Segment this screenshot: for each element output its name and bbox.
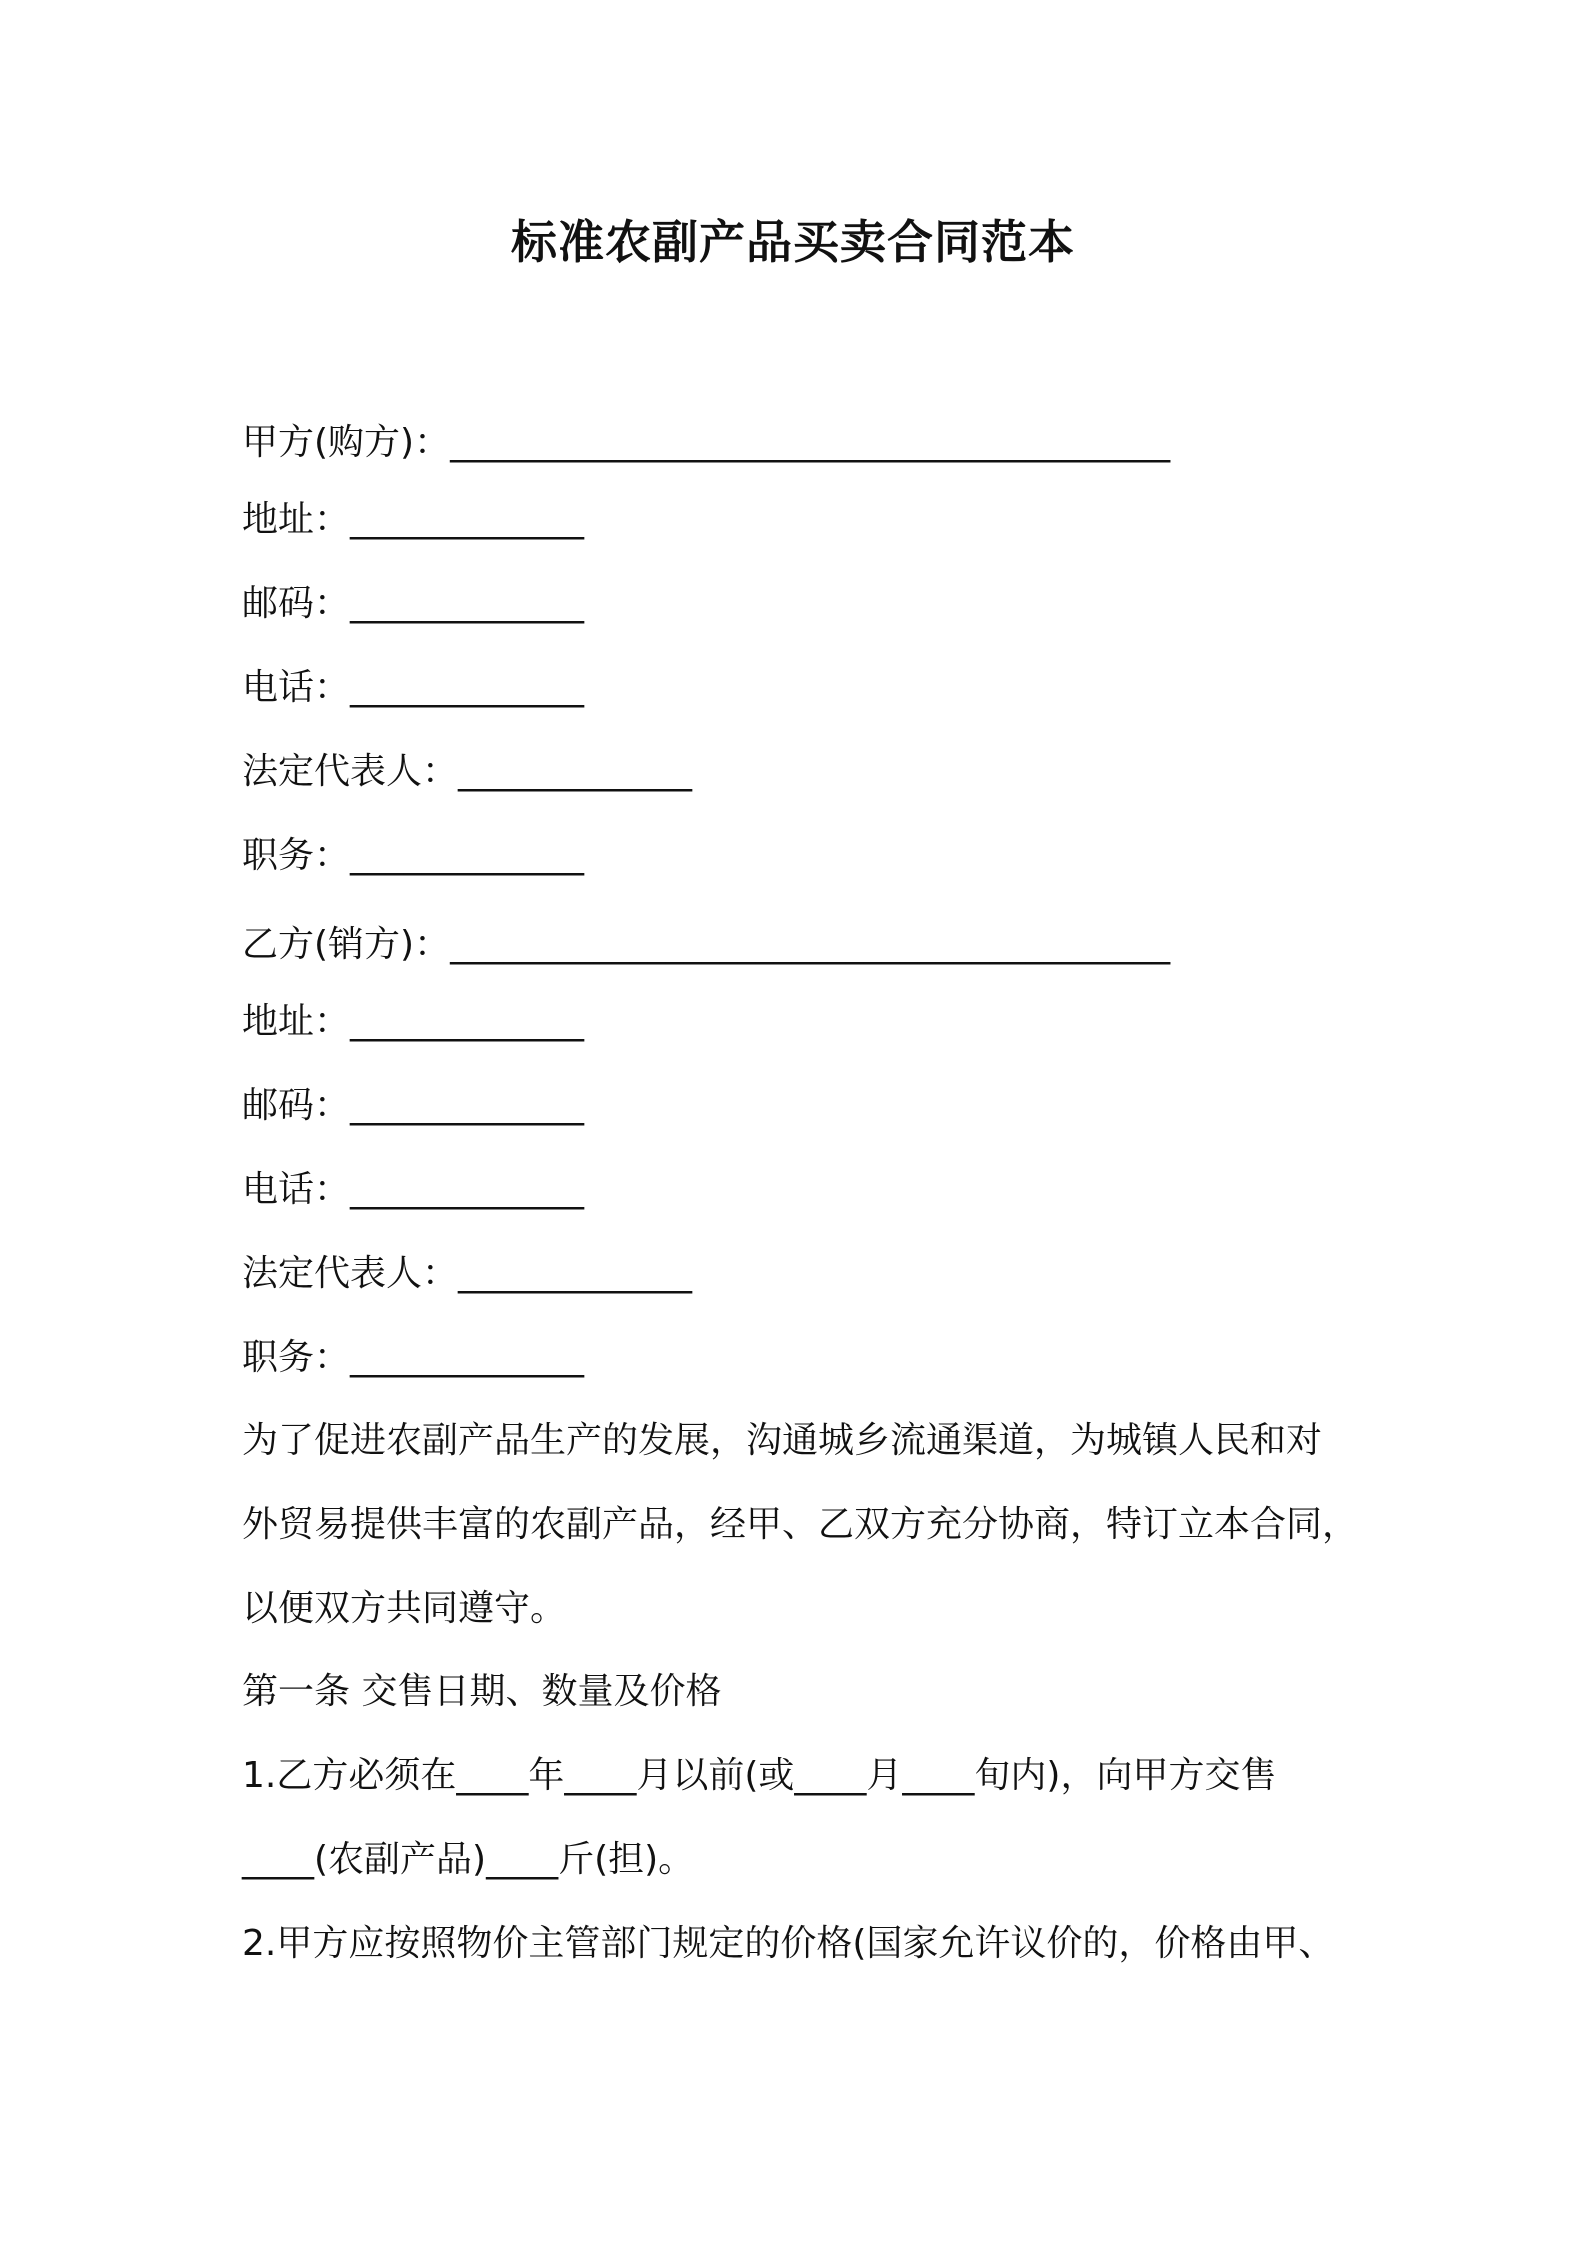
field-blank: _____________ (458, 751, 693, 792)
intro-line: 以便双方共同遵守。 (242, 1588, 567, 1629)
party-b-heading-line (242, 920, 1170, 970)
party-a-phone-line (242, 663, 584, 713)
party-b-legal-rep-line (242, 1249, 692, 1299)
party-b-position-line (242, 1333, 584, 1383)
field-blank: _____________ (350, 583, 585, 624)
party-a-address-line (242, 495, 584, 545)
party-a-heading: 甲方(购方)： (242, 422, 451, 463)
intro-line: 外贸易提供丰富的农副产品，经甲、乙双方充分协商，特订立本合同， (242, 1504, 1359, 1545)
party-a-blank: ________________________________________ (450, 422, 1171, 463)
field-blank: _____________ (350, 1001, 585, 1042)
field-label: 职务： (242, 1337, 351, 1378)
clause-1-line: 1.乙方必须在____年____月以前(或____月____旬内)，向甲方交售 (242, 1755, 1277, 1796)
party-b-postcode-line (242, 1081, 584, 1131)
party-b-address-line (242, 997, 584, 1047)
field-label: 法定代表人： (242, 1253, 459, 1294)
field-blank: _____________ (350, 1085, 585, 1126)
field-blank: _____________ (458, 1253, 693, 1294)
clause-2-line: 2.甲方应按照物价主管部门规定的价格(国家允许议价的，价格由甲、 (242, 1923, 1335, 1964)
field-label: 电话： (242, 667, 351, 708)
intro-line: 为了促进农副产品生产的发展，沟通城乡流通渠道，为城镇人民和对 (242, 1420, 1323, 1461)
field-blank: _____________ (350, 835, 585, 876)
field-label: 电话： (242, 1169, 351, 1210)
field-blank: _____________ (350, 1337, 585, 1378)
party-a-postcode-line (242, 579, 584, 629)
field-label: 邮码： (242, 1085, 351, 1126)
party-a-legal-rep-line (242, 747, 692, 797)
field-label: 职务： (242, 835, 351, 876)
field-label: 地址： (242, 499, 351, 540)
field-blank: _____________ (350, 499, 585, 540)
field-label: 邮码： (242, 583, 351, 624)
field-blank: _____________ (350, 1169, 585, 1210)
field-blank: _____________ (350, 667, 585, 708)
party-b-phone-line (242, 1165, 584, 1215)
clause-1-line: ____(农副产品)____斤(担)。 (242, 1839, 695, 1880)
field-label: 地址： (242, 1001, 351, 1042)
party-a-position-line (242, 831, 584, 881)
party-b-blank: ________________________________________ (450, 924, 1171, 965)
party-b-heading: 乙方(销方)： (242, 924, 451, 965)
field-label: 法定代表人： (242, 751, 459, 792)
document-title: 标准农副产品买卖合同范本 (511, 215, 1075, 269)
party-a-heading-line (242, 418, 1170, 468)
article-1-heading: 第一条 交售日期、数量及价格 (242, 1671, 722, 1712)
